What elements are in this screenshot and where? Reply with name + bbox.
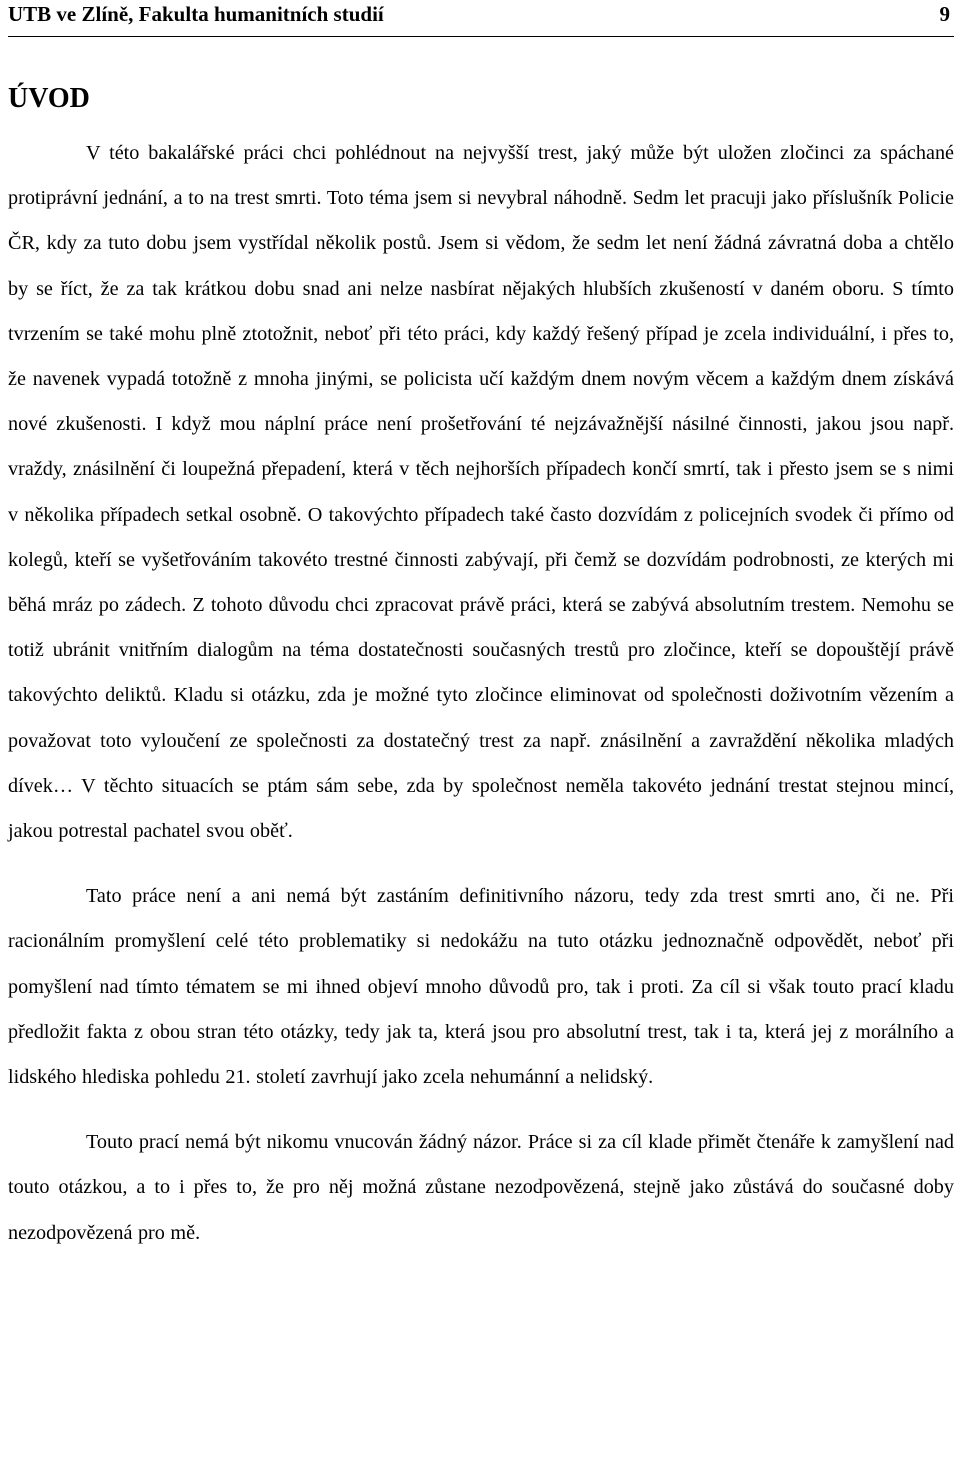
chapter-title: ÚVOD: [8, 83, 90, 114]
header-institution: UTB ve Zlíně, Fakulta humanitních studií: [8, 2, 384, 26]
paragraph: Touto prací nemá být nikomu vnucován žádný názor. Práce si za cíl klade přimět čtenáře k zamyšlení nad touto otázkou, a to i přes to, že pro něj možná zůstane nezodpovězená, stejně jako zůstává do současné doby nezodpovězená pro mě.: [8, 1131, 954, 1244]
paragraph: V této bakalářské práci chci pohlédnout na nejvyšší trest, jaký může být uložen zločinci za spáchané protiprávní jednání, a to na trest smrti. Toto téma jsem si nevybral náhodně. Sedm let pracuji jako příslušník Policie ČR, kdy za tuto dobu jsem vystřídal několik postů. Jsem si vědom, že sedm let není žádná závratná doba a chtělo by se říct, že za tak krátkou dobu snad ani nelze nasbírat nějakých hlubších zkušeností v daném oboru. S tímto tvrzením se také mohu plně ztotožnit, neboť při této práci, kdy každý řešený případ je zcela individuální, i přes to, že navenek vypadá totožně z mnoha jinými, se policista učí každým dnem novým věcem a každým dnem získává nové zkušenosti. I když mou náplní práce není prošetřování té nejzávažnější násilné činnosti, jakou jsou např. vraždy, znásilnění či loupežná přepadení, která v těch nejhorších případech končí smrtí, tak i přesto jsem se s nimi v několika případech setkal osobně. O takovýchto případech také často dozvídám z policejních svodek či přímo od kolegů, kteří se vyšetřováním takovéto trestné činnosti zabývají, při čemž se dozvídám podrobnosti, ze kterých mi běhá mráz po zádech. Z tohoto důvodu chci zpracovat právě práci, která se zabývá absolutním trestem. Nemohu se totiž ubránit vnitřním dialogům na téma dostatečnosti současných trestů pro zločince, kteří se dopouštějí právě takovýchto deliktů. Kladu si otázku, zda je možné tyto zločince eliminovat od společnosti doživotním vězením a považovat toto vyloučení ze společnosti za dostatečný trest za např. znásilnění a zavraždění několika mladých dívek… V těchto situacích se ptám sám sebe, zda by společnost neměla takovéto jednání trestat stejnou mincí, jakou potrestal pachatel svou oběť.: [8, 142, 954, 843]
running-header: [8, 0, 954, 37]
page-number: 9: [939, 2, 950, 26]
body-text: [8, 131, 954, 1256]
paragraph: Tato práce není a ani nemá být zastáním definitivního názoru, tedy zda trest smrti ano, či ne. Při racionálním promyšlení celé této problematiky si nedokážu na tuto otázku jednoznačně odpovědět, neboť při pomyšlení nad tímto tématem se mi ihned objeví mnoho důvodů pro, tak i proti. Za cíl si však touto prací kladu předložit fakta z obou stran této otázky, tedy jak ta, která jsou pro absolutní trest, tak i ta, která jej z morálního a lidského hlediska pohledu 21. století zavrhují jako zcela nehumánní a nelidský.: [8, 885, 954, 1089]
